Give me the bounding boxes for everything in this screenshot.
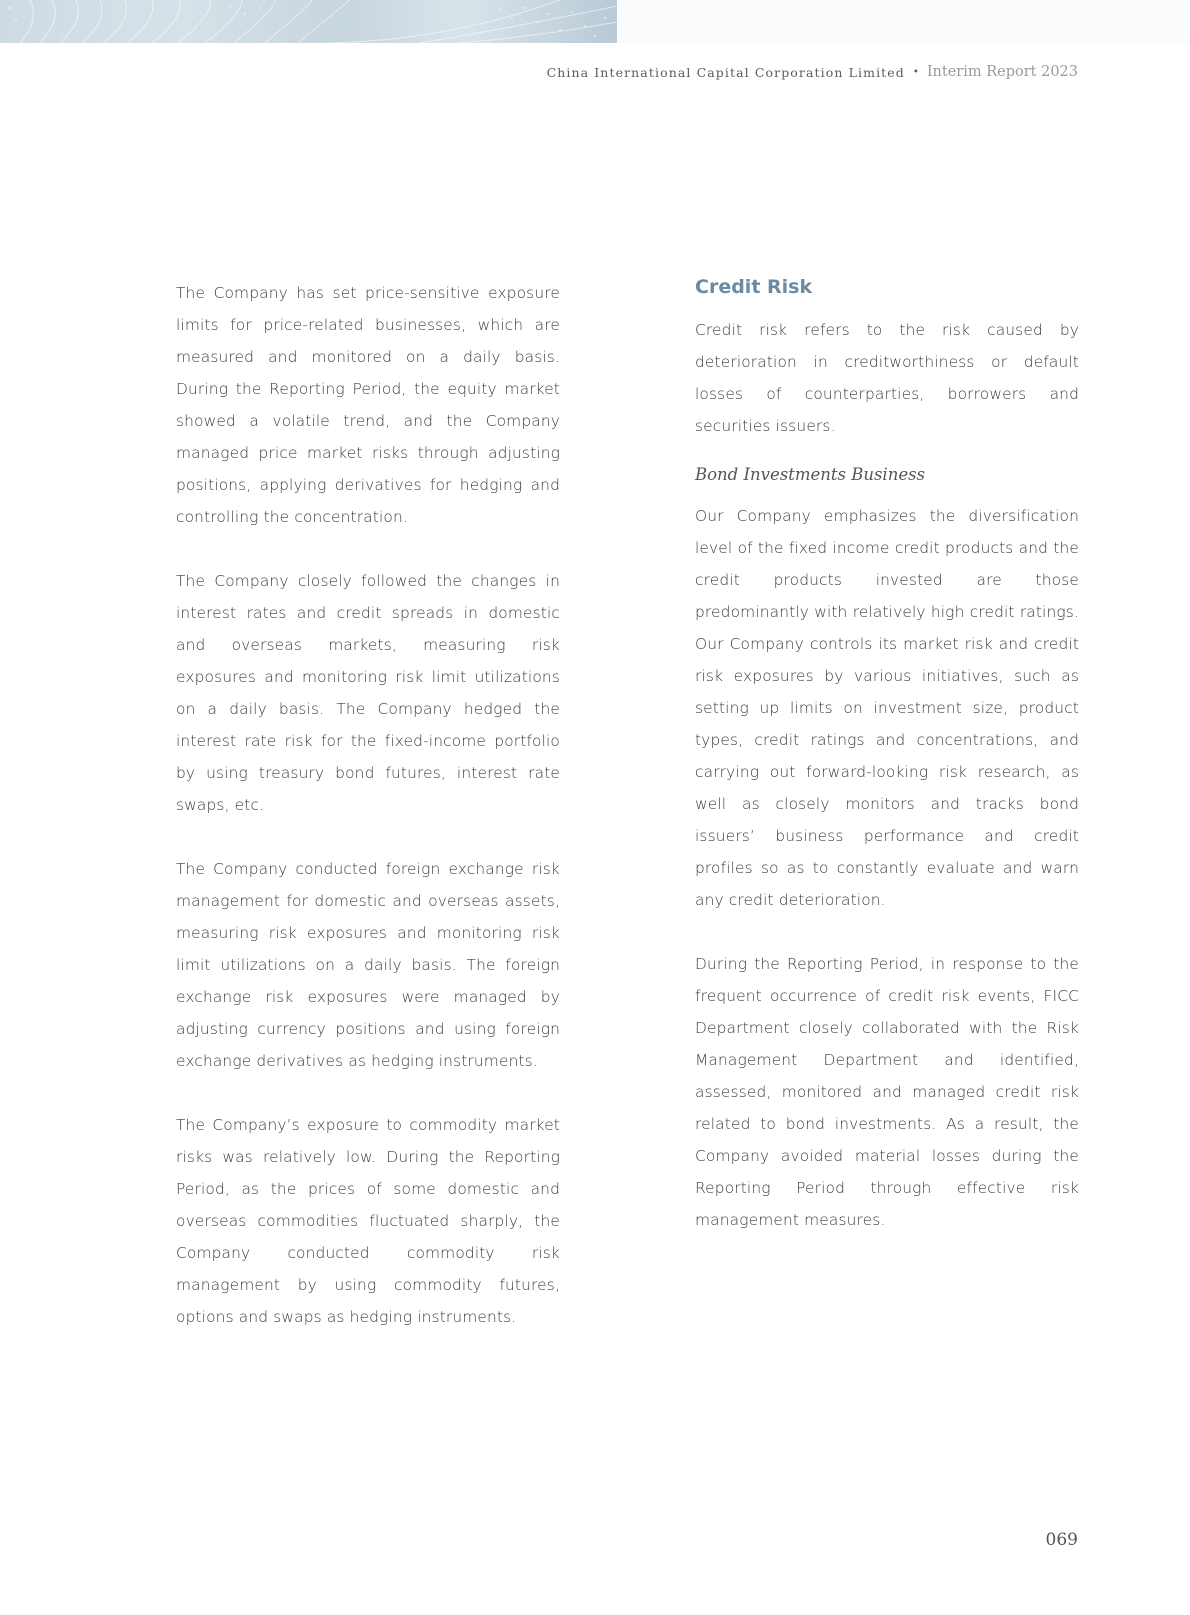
top-band: [617, 0, 1190, 43]
page-number: 069: [1045, 1530, 1078, 1550]
wave-lines-decoration: [0, 0, 617, 43]
header-separator: •: [912, 66, 919, 78]
paragraph-foreign-exchange-risk: The Company conducted foreign exchange risk management for domestic and overseas assets, measuring risk exposures and monitoring risk limit utilizations on a daily basis. The foreign exchange risk exposures were managed by adjusting currency positions and using foreign exchange derivatives as hedging instruments.: [176, 860, 560, 1070]
left-column: [176, 277, 560, 1333]
decorative-banner: [0, 0, 617, 43]
paragraph-interest-rate-risk: The Company closely followed the changes in interest rates and credit spreads in domestic and overseas markets, measuring risk exposures and monitoring risk limit utilizations on a daily basis. The Company hedged the interest rate risk for the fixed-income portfolio by using treasury bond futures, interest rate swaps, etc.: [176, 572, 560, 814]
paragraph-bond-reporting-period: During the Reporting Period, in response to the frequent occurrence of credit risk events, FICC Department closely collaborated with the Risk Management Department and identified, assessed, monitored and managed credit risk related to bond investments. As a result, the Company avoided material losses during the Reporting Period through effective risk management measures.: [695, 955, 1079, 1229]
report-title: Interim Report 2023: [926, 64, 1078, 80]
subsection-title-bond-investments: Bond Investments Business: [695, 465, 926, 484]
paragraph-credit-risk-intro: Credit risk refers to the risk caused by deterioration in creditworthiness or default losses of counterparties, borrowers and securities issuers.: [695, 321, 1079, 435]
running-header: [547, 64, 1078, 80]
company-name: China International Capital Corporation Limited: [546, 64, 905, 80]
section-title-credit-risk: Credit Risk: [695, 276, 813, 298]
paragraph-bond-diversification: Our Company emphasizes the diversification level of the fixed income credit products and the credit products invested are those predominantly with relatively high credit ratings. Our Company controls its market risk and credit risk exposures by various initiatives, such as setting up limits on investment size, product types, credit ratings and concentrations, and carrying out forward-looking risk research, as well as closely monitors and tracks bond issuers’ business performance and credit profiles so as to constantly evaluate and warn any credit deterioration.: [695, 507, 1079, 909]
paragraph-price-risk: The Company has set price-sensitive exposure limits for price-related businesses, which are measured and monitored on a daily basis. During the Reporting Period, the equity market showed a volatile trend, and the Company managed price market risks through adjusting positions, applying derivatives for hedging and controlling the concentration.: [176, 284, 560, 526]
paragraph-commodity-risk: The Company’s exposure to commodity market risks was relatively low. During the Reporting Period, as the prices of some domestic and overseas commodities fluctuated sharply, the Company conducted commodity risk management by using commodity futures, options and swaps as hedging instruments.: [176, 1116, 560, 1326]
right-column: [695, 274, 1079, 1236]
